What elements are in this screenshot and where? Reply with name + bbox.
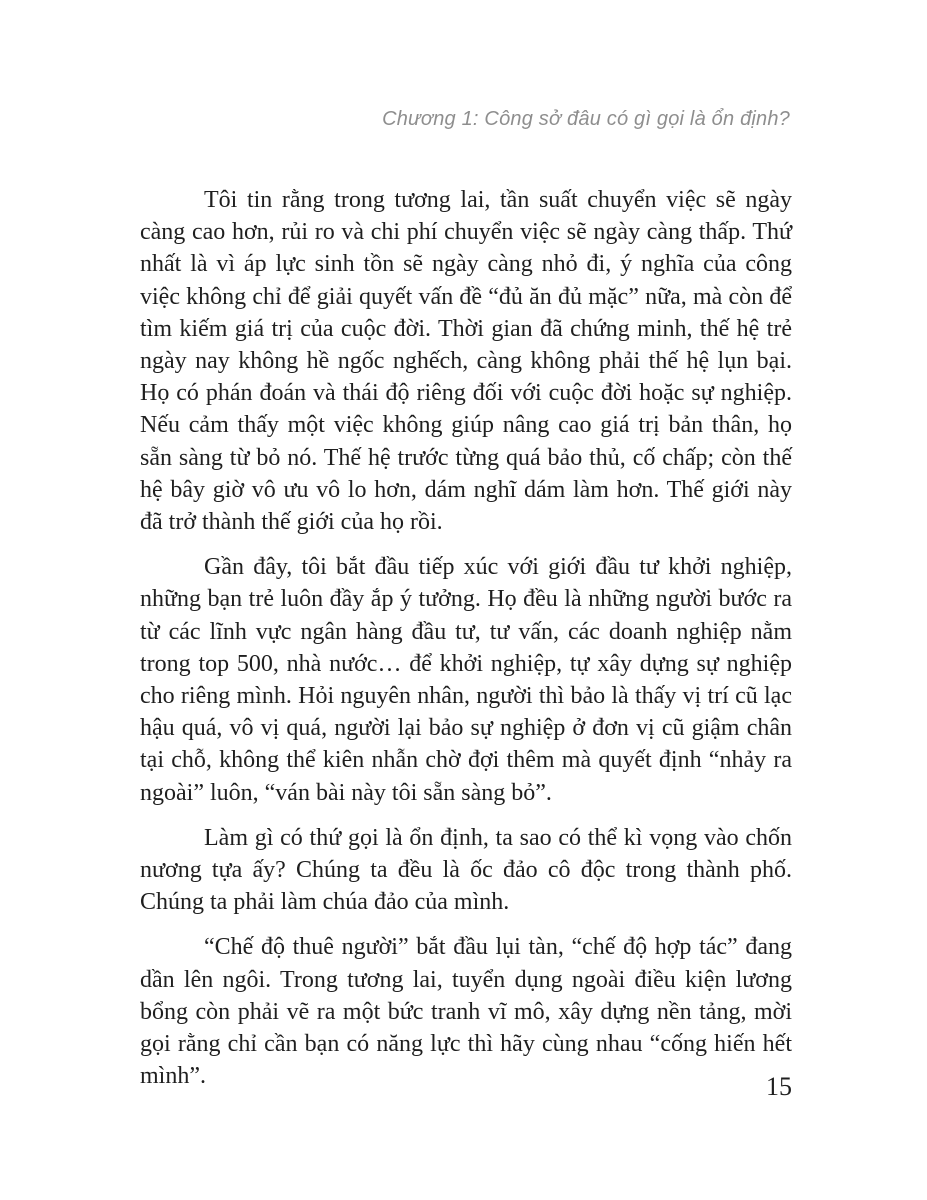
body-paragraph: Gần đây, tôi bắt đầu tiếp xúc với giới đầu tư khởi nghiệp, những bạn trẻ luôn đầy ắp ý tưởng. Họ đều là những người bước ra từ các lĩnh vực ngân hàng đầu tư, tư vấn, các doanh nghiệp nằm trong top 500, nhà nước… để khởi nghiệp, tự xây dựng sự nghiệp cho riêng mình. Hỏi nguyên nhân, người thì bảo là thấy vị trí cũ lạc hậu quá, vô vị quá, người lại bảo sự nghiệp ở đơn vị cũ giậm chân tại chỗ, không thể kiên nhẫn chờ đợi thêm mà quyết định “nhảy ra ngoài” luôn, “ván bài này tôi sẵn sàng bỏ”. [140, 554, 792, 806]
body-paragraph: Tôi tin rằng trong tương lai, tần suất chuyển việc sẽ ngày càng cao hơn, rủi ro và chi phí chuyển việc sẽ ngày càng thấp. Thứ nhất là vì áp lực sinh tồn sẽ ngày càng nhỏ đi, ý nghĩa của công việc không chỉ để giải quyết vấn đề “đủ ăn đủ mặc” nữa, mà còn để tìm kiếm giá trị của cuộc đời. Thời gian đã chứng minh, thế hệ trẻ ngày nay không hề ngốc nghếch, càng không phải thế hệ lụn bại. Họ có phán đoán và thái độ riêng đối với cuộc đời hoặc sự nghiệp. Nếu cảm thấy một việc không giúp nâng cao giá trị bản thân, họ sẵn sàng từ bỏ nó. Thế hệ trước từng quá bảo thủ, cố chấp; còn thế hệ bây giờ vô ưu vô lo hơn, dám nghĩ dám làm hơn. Thế giới này đã trở thành thế giới của họ rồi. [140, 187, 792, 536]
body-paragraph: Làm gì có thứ gọi là ổn định, ta sao có thể kì vọng vào chốn nương tựa ấy? Chúng ta đều là ốc đảo cô độc trong thành phố. Chúng ta phải làm chúa đảo của mình. [140, 824, 792, 916]
running-header: Chương 1: Công sở đâu có gì gọi là ổn định? [382, 108, 790, 130]
page-body-text [140, 184, 792, 1105]
page-number: 15 [766, 1072, 792, 1101]
body-paragraph: “Chế độ thuê người” bắt đầu lụi tàn, “chế độ hợp tác” đang dần lên ngôi. Trong tương lai, tuyển dụng ngoài điều kiện lương bổng còn phải vẽ ra một bức tranh vĩ mô, xây dựng nền tảng, mời gọi rằng chỉ cần bạn có năng lực thì hãy cùng nhau “cống hiến hết mình”. [140, 934, 792, 1090]
